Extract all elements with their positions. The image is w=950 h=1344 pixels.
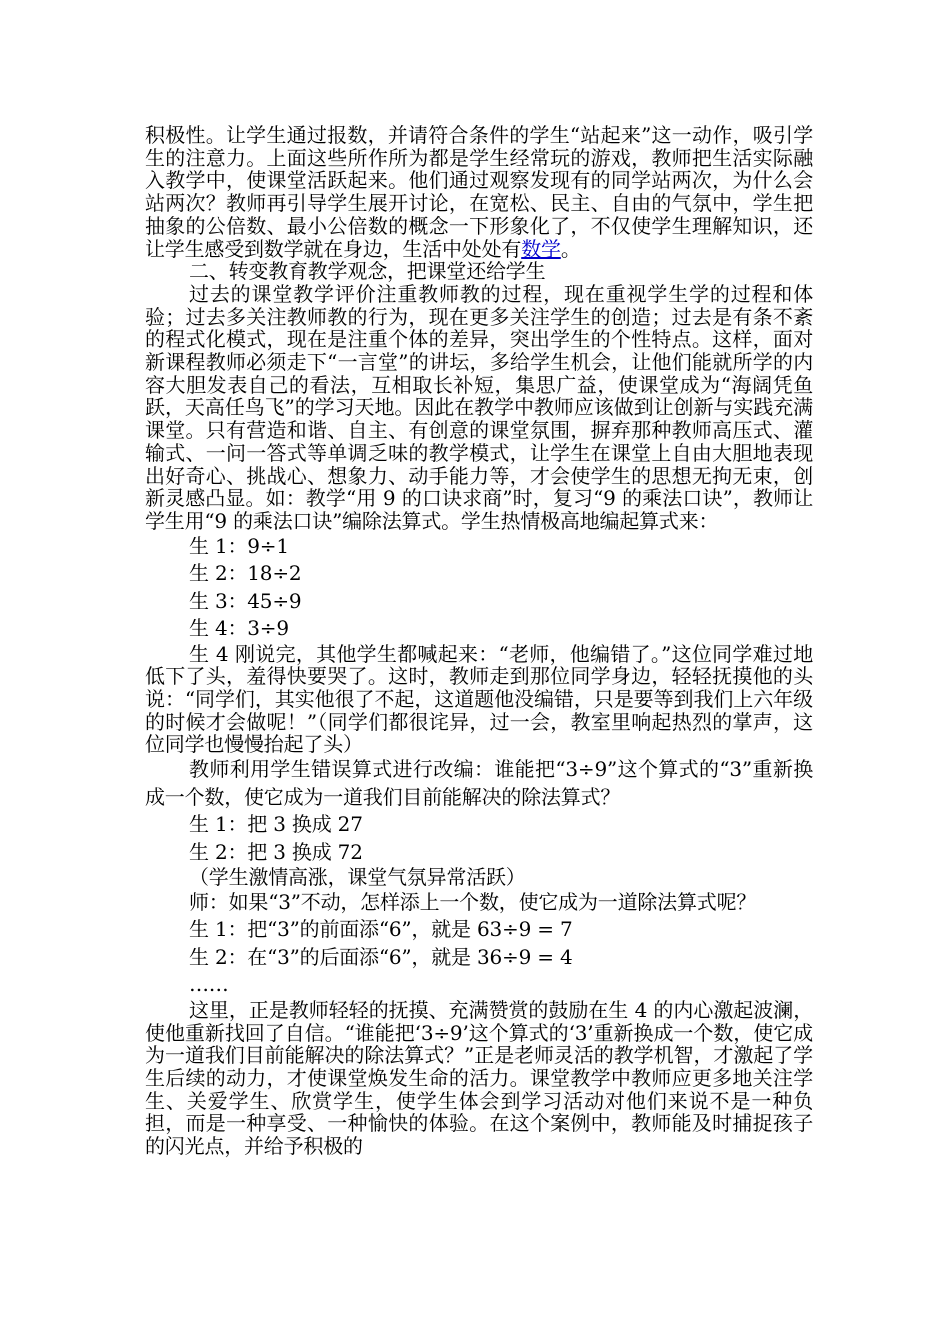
- dialog-line: 师：如果“3”不动，怎样添上一个数，使它成为一道除法算式呢？: [189, 889, 757, 914]
- paragraph-reflection: 这里，正是教师轻轻的抚摸、充满赞赏的鼓励在生 4 的内心激起波澜，使他重新找回了自信。“谁能把‘3÷9’这个算式的‘3’重新换成一个数，使它成为一道我们目前能解决的除法算式？”正是老师灵活的教学机智，才激起了学生后续的动力，才使课堂焕发生命的活力。课堂教学中教师应更多地关注学生、关爱学生、欣赏学生，使学生体会到学习活动对他们来说不是一种负担，而是一种享受、一种愉快的体验。在这个案例中，教师能及时捕捉孩子的闪光点，并给予积极的: [145, 997, 813, 1159]
- equation-line: 生 4：3÷9: [189, 616, 289, 641]
- classroom-note: （学生激情高涨，课堂气氛异常活跃）: [189, 865, 526, 890]
- document-body: [145, 124, 813, 1158]
- section-heading: 二、转变教育教学观念，把课堂还给学生: [189, 259, 546, 284]
- equation-line: 生 2：18÷2: [189, 561, 302, 586]
- answer-line: 生 2：把 3 换成 72: [189, 839, 363, 864]
- paragraph-intro: [145, 124, 813, 260]
- paragraph-student-four: 生 4 刚说完，其他学生都喊起来：“老师，他编错了。”这位同学难过地低下了头，羞得快要哭了。这时，教师走到那位同学身边，轻轻抚摸他的头说：“同学们，其实他很了不起，这道题他没编错，只是要等到我们上六年级的时候才会做呢！”（同学们都很诧异，过一会，教室里响起热烈的掌声，这位同学也慢慢抬起了头）: [145, 641, 813, 757]
- paragraph-intro-text: 积极性。让学生通过报数，并请符合条件的学生“站起来”这一动作，吸引学生的注意力。上面这些所作所为都是学生经常玩的游戏，教师把生活实际融入教学中，使课堂活跃起来。他们通过观察发现有的同学站两次，为什么会站两次？教师再引导学生展开讨论，在宽松、民主、自由的气氛中，学生把抽象的公倍数、最小公倍数的概念一下形象化了，不仅使学生理解知识，还让学生感受到数学就在身边，生活中处处有: [145, 123, 813, 261]
- equation-line: 生 1：9÷1: [189, 533, 289, 558]
- answer-line: 生 1：把 3 换成 27: [189, 812, 363, 837]
- paragraph-intro-end: 。: [560, 236, 581, 261]
- math-link[interactable]: 数学: [521, 236, 561, 261]
- paragraph-rewrite: 教师利用学生错误算式进行改编：谁能把“3÷9”这个算式的“3”重新换成一个数，使它成为一道我们目前能解决的除法算式？: [145, 757, 813, 809]
- equation-line: 生 3：45÷9: [189, 588, 302, 613]
- dialog-line: 生 2：在“3”的后面添“6”，就是 36÷9 = 4: [189, 944, 573, 969]
- ellipsis: ……: [189, 972, 229, 997]
- dialog-line: 生 1：把“3”的前面添“6”，就是 63÷9 = 7: [189, 917, 573, 942]
- paragraph-classroom: 过去的课堂教学评价注重教师教的过程，现在重视学生学的过程和体验；过去多关注教师教的行为，现在更多关注学生的创造；过去是有条不紊的程式化模式，现在是注重个体的差异，突出学生的个性特点。这样，面对新课程教师必须走下“一言堂”的讲坛，多给学生机会，让他们能就所学的内容大胆发表自己的看法，互相取长补短，集思广益，使课堂成为“海阔凭鱼跃，天高任鸟飞”的学习天地。因此在教学中教师应该做到让创新与实践充满课堂。只有营造和谐、自主、有创意的课堂氛围，摒弃那种教师高压式、灌输式、一问一答式等单调乏味的教学模式，让学生在课堂上自由大胆地表现出好奇心、挑战心、想象力、动手能力等，才会使学生的思想无拘无束，创新灵感凸显。如：教学“用 9 的口诀求商”时，复习“9 的乘法口诀”，教师让学生用“9 的乘法口诀”编除法算式。学生热情极高地编起算式来：: [145, 281, 813, 533]
